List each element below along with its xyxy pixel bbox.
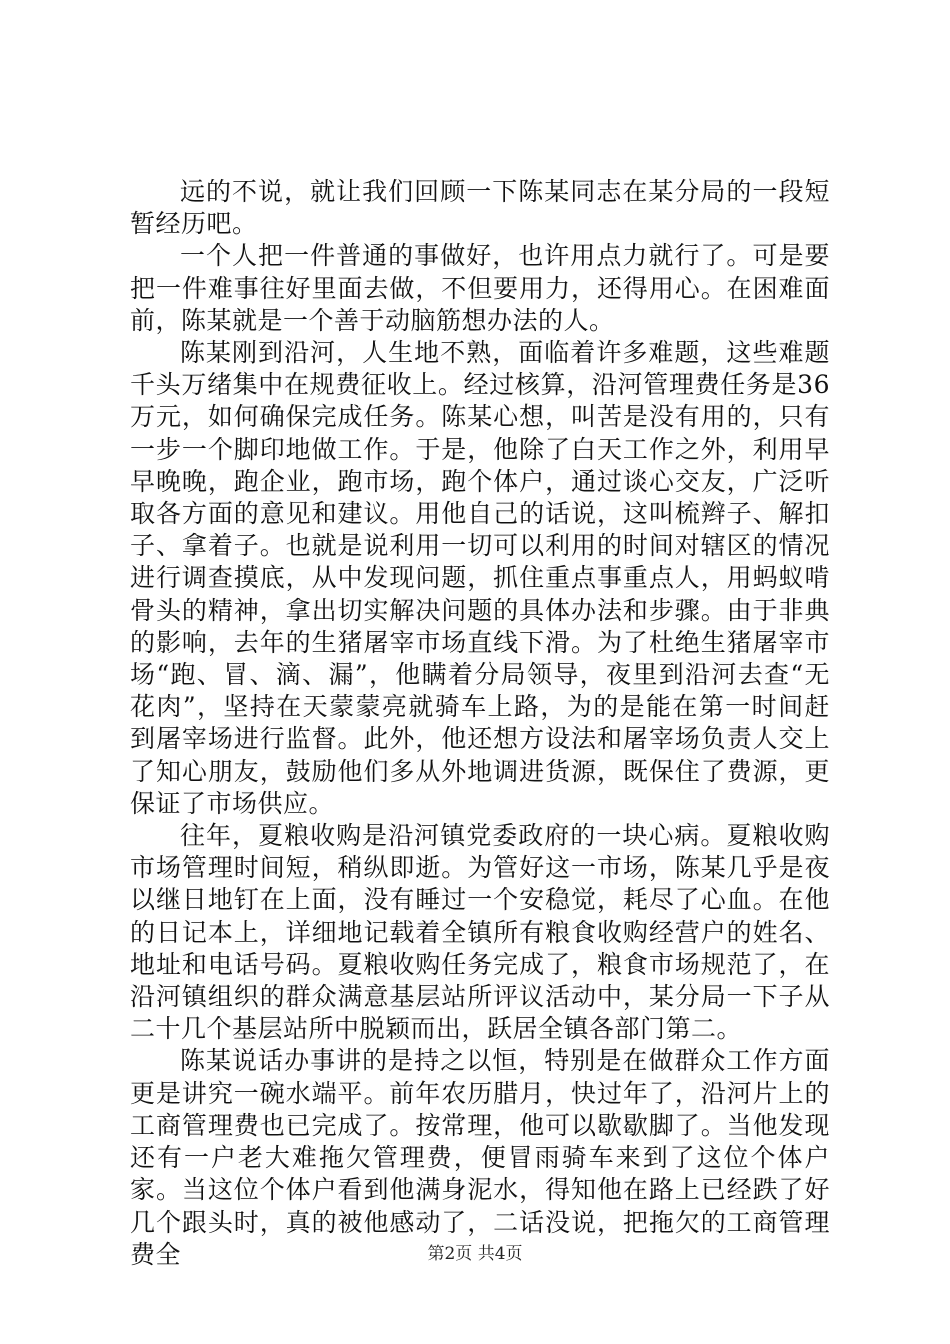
- paragraph-3: 陈某刚到沿河，人生地不熟，面临着许多难题，这些难题千头万绪集中在规费征收上。经过核算，沿河管理费任务是36万元，如何确保完成任务。陈某心想，叫苦是没有用的，只有一步一个脚印地做工作。于是，他除了白天工作之外，利用早早晚晚，跑企业，跑市场，跑个体户，通过谈心交友，广泛听取各方面的意见和建议。用他自己的话说，这叫梳辫子、解扣子、拿着子。也就是说利用一切可以利用的时间对辖区的情况进行调查摸底，从中发现问题，抓住重点事重点人，用蚂蚁啃骨头的精神，拿出切实解决问题的具体办法和步骤。由于非典的影响，去年的生猪屠宰市场直线下滑。为了杜绝生猪屠宰市场“跑、冒、滴、漏”，他瞒着分局领导，夜里到沿河去查“无花肉”，坚持在天蒙蒙亮就骑车上路，为的是能在第一时间赶到屠宰场进行监督。此外，他还想方设法和屠宰场负责人交上了知心朋友，鼓励他们多从外地调进货源，既保住了费源，更保证了市场供应。: [130, 338, 830, 818]
- paragraph-5: 陈某说话办事讲的是持之以恒，特别是在做群众工作方面更是讲究一碗水端平。前年农历腊月，快过年了，沿河片上的工商管理费也已完成了。按常理，他可以歇歇脚了。当他发现还有一户老大难拖欠管理费，便冒雨骑车来到了这位个体户家。当这位个体户看到他满身泥水，得知他在路上已经跌了好几个跟头时，真的被他感动了，二话没说，把拖欠的工商管理费全: [130, 1046, 830, 1269]
- paragraph-2: 一个人把一件普通的事做好，也许用点力就行了。可是要把一件难事往好里面去做，不但要用力，还得用心。在困难面前，陈某就是一个善于动脑筋想办法的人。: [130, 241, 830, 335]
- document-body: [130, 176, 830, 1271]
- paragraph-4: 往年，夏粮收购是沿河镇党委政府的一块心病。夏粮收购市场管理时间短，稍纵即逝。为管好这一市场，陈某几乎是夜以继日地钉在上面，没有睡过一个安稳觉，耗尽了心血。在他的日记本上，详细地记载着全镇所有粮食收购经营户的姓名、地址和电话号码。夏粮收购任务完成了，粮食市场规范了，在沿河镇组织的群众满意基层站所评议活动中，某分局一下子从二十几个基层站所中脱颖而出，跃居全镇各部门第二。: [130, 821, 830, 1044]
- paragraph-1: 远的不说，就让我们回顾一下陈某同志在某分局的一段短暂经历吧。: [130, 177, 830, 239]
- page-number-footer: 第2页 共4页: [427, 1244, 523, 1264]
